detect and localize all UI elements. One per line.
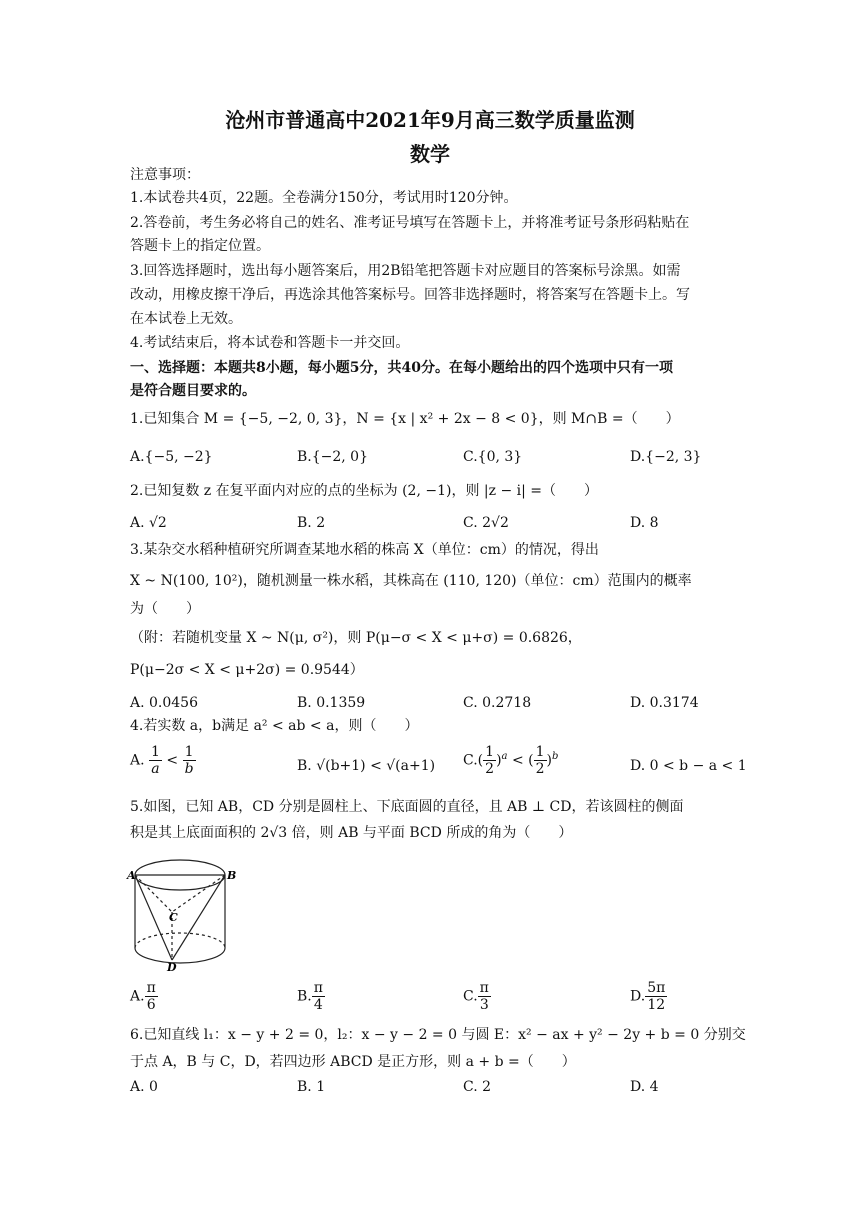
q2-option-c: C. 2√2 xyxy=(463,515,509,531)
q3-option-d: D. 0.3174 xyxy=(630,695,699,711)
q3-line-5: P(μ−2σ < X < μ+2σ) = 0.9544） xyxy=(130,662,364,678)
q2-option-d: D. 8 xyxy=(630,515,659,531)
q1-option-b: B.{−2, 0} xyxy=(297,449,368,465)
q6-option-a: A. 0 xyxy=(130,1079,158,1095)
q4-option-d: D. 0 < b − a < 1 xyxy=(630,758,747,774)
q6-line-2: 于点 A，B 与 C，D，若四边形 ABCD 是正方形，则 a + b =（ ） xyxy=(130,1054,576,1070)
q3-line-1: 3.某杂交水稻种植研究所调查某地水稻的株高 X（单位：cm）的情况，得出 xyxy=(130,542,599,558)
figure-label-b: B xyxy=(227,869,237,882)
q3-option-a: A. 0.0456 xyxy=(130,695,198,711)
q5-line-1: 5.如图，已知 AB，CD 分别是圆柱上、下底面圆的直径，且 AB ⊥ CD，若该圆柱的侧面 xyxy=(130,799,684,815)
notes-heading: 注意事项： xyxy=(130,167,200,183)
q4-option-a-label: A. xyxy=(130,752,145,769)
figure-label-a: A xyxy=(127,869,136,882)
q4-option-a-frac-1: $\frac{1}{a}$ xyxy=(151,744,160,777)
note-3-line-2: 改动，用橡皮擦干净后，再选涂其他答案标号。回答非选择题时，将答案写在答题卡上。写 xyxy=(130,287,690,303)
figure-label-c: C xyxy=(169,911,178,924)
exam-subject: 数学 xyxy=(410,142,450,166)
q5-option-b: B. $\frac{\pi}{4}$ xyxy=(297,980,323,1013)
q4-option-a: A. $\frac{1}{a}$ < $\frac{1}{b}$ xyxy=(130,744,194,777)
q5-line-2: 积是其上底面面积的 2√3 倍，则 AB 与平面 BCD 所成的角为（ ） xyxy=(130,825,573,841)
section-heading-line-2: 是符合题目要求的。 xyxy=(130,383,256,399)
q3-option-c: C. 0.2718 xyxy=(463,695,532,711)
figure-label-d: D xyxy=(167,961,177,974)
q1-stem: 1.已知集合 M = {−5, −2, 0, 3}，N = {x | x² + 2x − 8 < 0}，则 M∩B =（ ） xyxy=(130,411,680,427)
q2-option-a: A. √2 xyxy=(130,515,167,531)
q4-stem: 4.若实数 a，b满足 a² < ab < a，则（ ） xyxy=(130,718,419,734)
note-2-line-1: 2.答卷前，考生务必将自己的姓名、准考证号填写在答题卡上，并将准考证号条形码粘贴在 xyxy=(130,215,690,231)
note-3-line-3: 在本试卷上无效。 xyxy=(130,311,242,327)
note-1: 1.本试卷共4页，22题。全卷满分150分，考试用时120分钟。 xyxy=(130,190,518,206)
cylinder-figure xyxy=(125,850,235,975)
q1-option-d: D.{−2, 3} xyxy=(630,449,702,465)
note-3-line-1: 3.回答选择题时，选出每小题答案后，用2B铅笔把答题卡对应题目的答案标号涂黑。如需 xyxy=(130,263,681,279)
q3-line-4: （附：若随机变量 X ~ N(μ, σ²)，则 P(μ−σ < X < μ+σ) = 0.6826， xyxy=(130,630,582,646)
q6-option-c: C. 2 xyxy=(463,1079,492,1095)
q2-stem: 2.已知复数 z 在复平面内对应的点的坐标为 (2, −1)，则 |z − i| =（ ） xyxy=(130,483,599,499)
q4-option-c: C.( $\frac{1}{2}$ )$^a$ < ( $\frac{1}{2}$ )$^b$ xyxy=(463,744,559,777)
q5-option-d: D. $\frac{5\pi}{12}$ xyxy=(630,980,666,1013)
q1-option-c: C.{0, 3} xyxy=(463,449,523,465)
q6-option-b: B. 1 xyxy=(297,1079,326,1095)
q3-line-3: 为（ ） xyxy=(130,601,200,617)
exam-title: 沧州市普通高中2021年9月高三数学质量监测 xyxy=(225,108,635,132)
q1-option-a: A.{−5, −2} xyxy=(130,449,213,465)
note-2-line-2: 答题卡上的指定位置。 xyxy=(130,238,270,254)
q5-option-c: C. $\frac{\pi}{3}$ xyxy=(463,980,489,1013)
q3-line-2: X ~ N(100, 10²)，随机测量一株水稻，其株高在 (110, 120)（单位：cm）范围内的概率 xyxy=(130,573,692,589)
section-heading-line-1: 一、选择题：本题共8小题，每小题5分，共40分。在每小题给出的四个选项中只有一项 xyxy=(130,360,673,376)
note-4: 4.考试结束后，将本试卷和答题卡一并交回。 xyxy=(130,335,410,351)
q4-option-b: B. √(b+1) < √(a+1) xyxy=(297,758,436,774)
q4-option-a-frac-2: $\frac{1}{b}$ xyxy=(184,744,194,777)
q6-line-1: 6.已知直线 l₁：x − y + 2 = 0，l₂：x − y − 2 = 0 与圆 E：x² − ax + y² − 2y + b = 0 分别交 xyxy=(130,1027,746,1043)
q6-option-d: D. 4 xyxy=(630,1079,659,1095)
q2-option-b: B. 2 xyxy=(297,515,326,531)
q5-option-a: A. $\frac{\pi}{6}$ xyxy=(130,980,156,1013)
q3-option-b: B. 0.1359 xyxy=(297,695,366,711)
